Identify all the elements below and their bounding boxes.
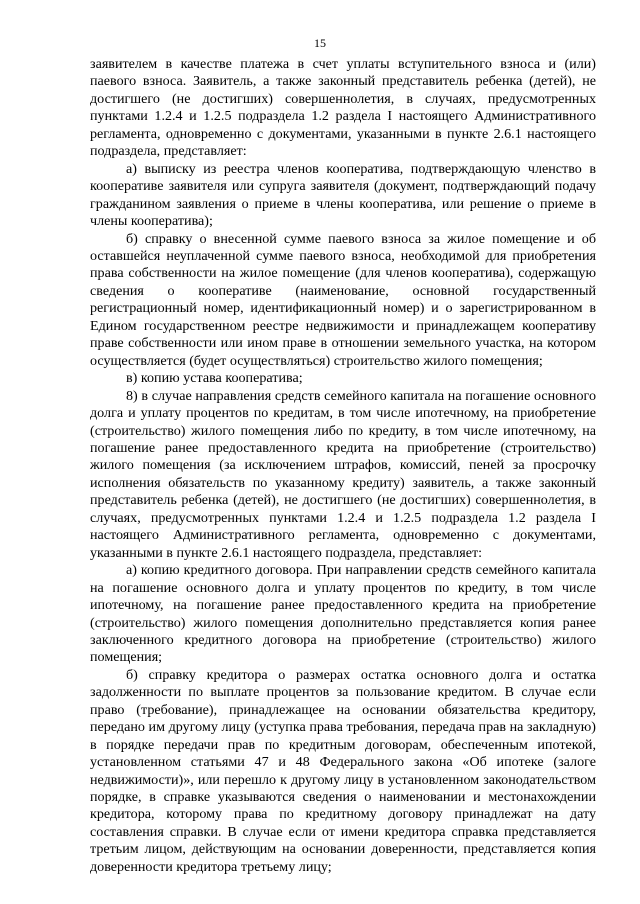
page-number: 15 bbox=[314, 36, 326, 50]
paragraph-item-b-creditor-statement: б) справку кредитора о размерах остатка основного долга и остатка задолженности по выплате процентов за пользование кредитом. В случае если право (требование), принадлежащее на основании обязательства кредитору, передано им другому лицу (уступка права требования, передача прав на закладную) в порядке передачи прав по кредитным договорам, обеспеченным ипотекой, установленном статьями 47 и 48 Федерального закона «Об ипотеке (залоге недвижимости)», или перешло к другому лицу в установленном законодательством порядке, в справке указываются сведения о наименовании и местонахождении кредитора, которому права по кредитному договору принадлежат на дату составления справки. В случае если от имени кредитора справка представляется третьим лицом, действующим на основании доверенности, представляется копия доверенности кредитора третьему лицу; bbox=[90, 666, 596, 875]
paragraph-item-b-share-contribution: б) справку о внесенной сумме паевого взноса за жилое помещение и об оставшейся неуплаченной сумме паевого взноса, необходимой для приобретения права собственности на жилое помещение (для членов кооператива), содержащую сведения о кооперативе (наименование, основной государственный регистрационный номер, идентификационный номер) и о зарегистрированном в Едином государственном реестре недвижимости и принадлежащем кооперативу праве собственности или ином праве в отношении земельного участка, на котором осуществляется (будет осуществляться) строительство жилого помещения; bbox=[90, 230, 596, 369]
paragraph-item-v-charter-copy: в) копию устава кооператива; bbox=[126, 370, 303, 387]
paragraph-continuation: заявителем в качестве платежа в счет уплаты вступительного взноса и (или) паевого взноса. Заявитель, а также законный представитель ребенка (детей), не достигшего (не достигших) совершеннолетия, в случаях, предусмотренных пунктами 1.2.4 и 1.2.5 подраздела 1.2 раздела I настоящего Административного регламента, одновременно с документами, указанными в пункте 2.6.1 настоящего подраздела, представляет: bbox=[90, 56, 596, 160]
document-body bbox=[90, 56, 596, 876]
paragraph-item-a-credit-agreement: а) копию кредитного договора. При направлении средств семейного капитала на погашение основного долга и уплату процентов по кредиту, в том числе ипотечному, на погашение ранее предоставленного кредита на приобретение (строительство) жилого помещения дополнительно представляется копия ранее заключенного кредитного договора на приобретение (строительство) жилого помещения; bbox=[90, 562, 596, 666]
paragraph-item-8-credit-repayment: 8) в случае направления средств семейного капитала на погашение основного долга и уплату процентов по кредитам, в том числе ипотечному, на приобретение (строительство) жилого помещения либо по кредиту, в том числе ипотечному, на погашение ранее предоставленного кредита на приобретение (строительство) жилого помещения (за исключением штрафов, комиссий, пеней за просрочку исполнения обязательств по указанному кредиту) заявитель, а также законный представитель ребенка (детей), не достигшего (не достигших) совершеннолетия, в случаях, предусмотренных пунктами 1.2.4 и 1.2.5 подраздела 1.2 раздела I настоящего Административного регламента, одновременно с документами, указанными в пункте 2.6.1 настоящего подраздела, представляет: bbox=[90, 387, 596, 561]
paragraph-item-a-registry-extract: а) выписку из реестра членов кооператива, подтверждающую членство в кооперативе заявителя или супруга заявителя (документ, подтверждающий подачу гражданином заявления о приеме в члены кооператива, или решение о приеме в члены кооператива); bbox=[90, 160, 596, 230]
